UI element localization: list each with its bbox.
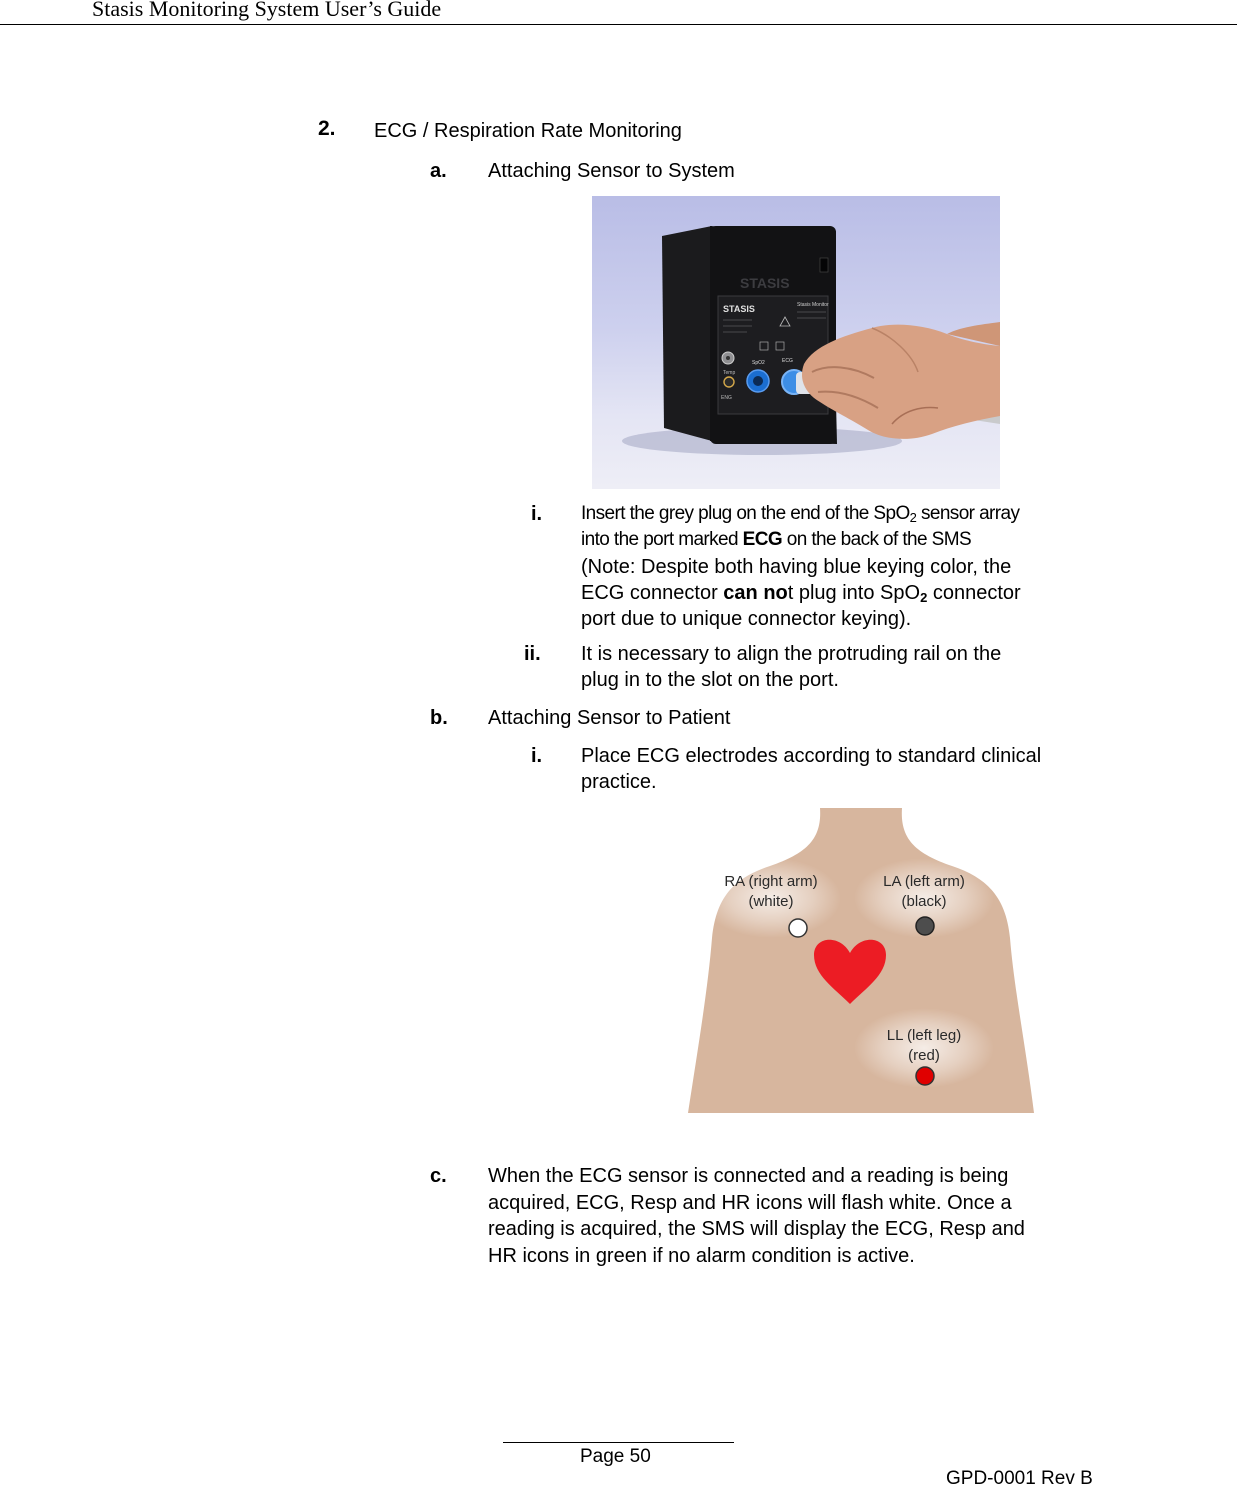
ll-label: LL (left leg) xyxy=(886,1027,962,1044)
la-electrode-icon xyxy=(916,917,934,935)
step-a-i-line4: ECG connector can not plug into SpO$_2$ connector xyxy=(581,582,1021,605)
step-a-ii-line2: plug in to the slot on the port. xyxy=(581,669,839,691)
step-a-i-line3: (Note: Despite both having blue keying color, the xyxy=(581,556,1012,578)
step-b-i-line2: practice. xyxy=(581,771,657,793)
step-c-marker: c. xyxy=(430,1165,447,1187)
section-number: 2. xyxy=(318,117,336,140)
step-c-line1: When the ECG sensor is connected and a reading is being xyxy=(488,1165,1009,1187)
step-a-ii-line1: It is necessary to align the protruding rail on the xyxy=(581,643,1002,665)
step-c-line3: reading is acquired, the SMS will display the ECG, Resp and xyxy=(488,1218,1025,1240)
step-c-line2: acquired, ECG, Resp and HR icons will flash white. Once a xyxy=(488,1192,1012,1214)
photo-brand-label: STASIS xyxy=(723,304,755,314)
ecg-electrode-placement-diagram xyxy=(688,808,1034,1113)
torso-illustration xyxy=(688,808,1034,1113)
ll-color-label: (red) xyxy=(908,1047,940,1064)
step-a-i-line1: Insert the grey plug on the end of the SpO$_2$ sensor array xyxy=(581,503,1020,525)
document-id: GPD-0001 Rev B xyxy=(946,1468,1093,1489)
step-a-marker: a. xyxy=(430,160,447,182)
photo-port-left-label: SpO2 xyxy=(752,360,765,366)
step-a-i-line5: port due to unique connector keying). xyxy=(581,608,912,630)
ll-electrode-icon xyxy=(916,1067,934,1085)
step-b-marker: b. xyxy=(430,707,448,729)
la-color-label: (black) xyxy=(901,893,947,910)
ra-color-label: (white) xyxy=(748,893,794,910)
monitor-connection-photo xyxy=(592,196,1000,489)
ra-label: RA (right arm) xyxy=(724,873,818,890)
page-header-title: Stasis Monitoring System User’s Guide xyxy=(92,0,442,21)
step-b-i-line1: Place ECG electrodes according to standard clinical xyxy=(581,745,1042,767)
step-b-i-marker: i. xyxy=(531,745,543,767)
step-a-i-line2: into the port marked ECG on the back of the SMS xyxy=(581,529,972,550)
page-number: Page 50 xyxy=(580,1446,651,1467)
step-b-title: Attaching Sensor to Patient xyxy=(488,707,731,729)
step-c-line4: HR icons in green if no alarm condition is active. xyxy=(488,1245,915,1267)
step-a-ii-marker: ii. xyxy=(524,643,541,665)
photo-aux-label-1: Temp xyxy=(723,370,736,376)
ra-electrode-icon xyxy=(789,919,807,937)
photo-aux-label-2: ENG xyxy=(721,395,732,401)
photo-embossed-logo: STASIS xyxy=(740,275,790,291)
header-divider xyxy=(0,24,1237,25)
step-a-i-marker: i. xyxy=(531,503,543,525)
footer-divider xyxy=(503,1442,734,1443)
la-label: LA (left arm) xyxy=(883,873,965,890)
photo-port-right-label: ECG xyxy=(782,358,793,364)
step-a-title: Attaching Sensor to System xyxy=(488,160,735,182)
monitor-photo-illustration xyxy=(592,196,1000,489)
section-title: ECG / Respiration Rate Monitoring xyxy=(374,120,682,142)
photo-panel-title: Stasis Monitor xyxy=(797,302,829,308)
